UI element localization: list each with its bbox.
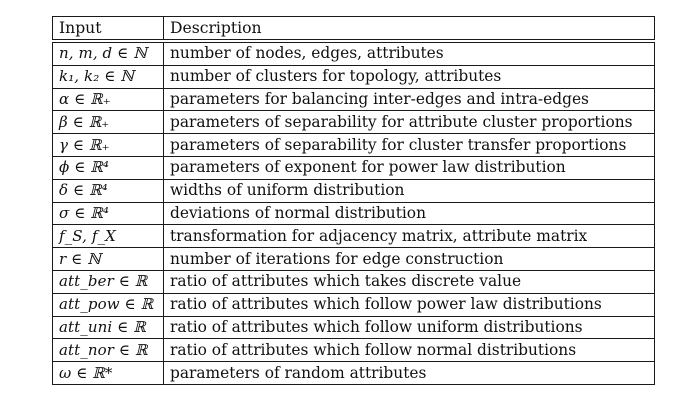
- table-row: [53, 270, 655, 293]
- input-cell: f_S, f_X: [53, 225, 164, 248]
- table-row: [53, 65, 655, 88]
- input-cell: β ∈ ℝ₊: [53, 111, 164, 134]
- description-cell: parameters of exponent for power law distribution: [164, 156, 655, 179]
- description-cell: parameters for balancing inter-edges and intra-edges: [164, 88, 655, 111]
- description-cell: number of nodes, edges, attributes: [164, 43, 655, 66]
- description-cell: ratio of attributes which follow uniform distributions: [164, 316, 655, 339]
- input-cell: att_pow ∈ ℝ: [53, 293, 164, 316]
- input-cell: att_nor ∈ ℝ: [53, 339, 164, 362]
- description-cell: ratio of attributes which follow power law distributions: [164, 293, 655, 316]
- table-row: [53, 202, 655, 225]
- table-row: [53, 248, 655, 271]
- table-row: [53, 156, 655, 179]
- header-input: Input: [53, 17, 164, 40]
- header-description: Description: [164, 17, 655, 40]
- input-cell: att_uni ∈ ℝ: [53, 316, 164, 339]
- description-cell: number of iterations for edge construction: [164, 248, 655, 271]
- input-cell: ϕ ∈ ℝ⁴: [53, 156, 164, 179]
- description-cell: ratio of attributes which follow normal distributions: [164, 339, 655, 362]
- table-row: [53, 293, 655, 316]
- table-row: [53, 362, 655, 385]
- input-cell: σ ∈ ℝ⁴: [53, 202, 164, 225]
- description-cell: ratio of attributes which takes discrete value: [164, 270, 655, 293]
- table-row: [53, 225, 655, 248]
- description-cell: deviations of normal distribution: [164, 202, 655, 225]
- description-cell: parameters of separability for attribute cluster proportions: [164, 111, 655, 134]
- input-cell: att_ber ∈ ℝ: [53, 270, 164, 293]
- input-cell: r ∈ ℕ: [53, 248, 164, 271]
- input-cell: α ∈ ℝ₊: [53, 88, 164, 111]
- input-cell: k₁, k₂ ∈ ℕ: [53, 65, 164, 88]
- table-row: [53, 134, 655, 157]
- input-cell: n, m, d ∈ ℕ: [53, 43, 164, 66]
- input-cell: γ ∈ ℝ₊: [53, 134, 164, 157]
- description-cell: widths of uniform distribution: [164, 179, 655, 202]
- description-cell: parameters of random attributes: [164, 362, 655, 385]
- table-row: [53, 88, 655, 111]
- table-row: [53, 316, 655, 339]
- description-cell: transformation for adjacency matrix, attribute matrix: [164, 225, 655, 248]
- input-cell: ω ∈ ℝ*: [53, 362, 164, 385]
- description-cell: parameters of separability for cluster transfer proportions: [164, 134, 655, 157]
- table-row: [53, 179, 655, 202]
- parameter-table-container: [52, 16, 654, 385]
- table-row: [53, 111, 655, 134]
- parameter-table: [52, 16, 655, 385]
- table-row: [53, 43, 655, 66]
- table-header-row: [53, 17, 655, 40]
- input-cell: δ ∈ ℝ⁴: [53, 179, 164, 202]
- description-cell: number of clusters for topology, attributes: [164, 65, 655, 88]
- table-row: [53, 339, 655, 362]
